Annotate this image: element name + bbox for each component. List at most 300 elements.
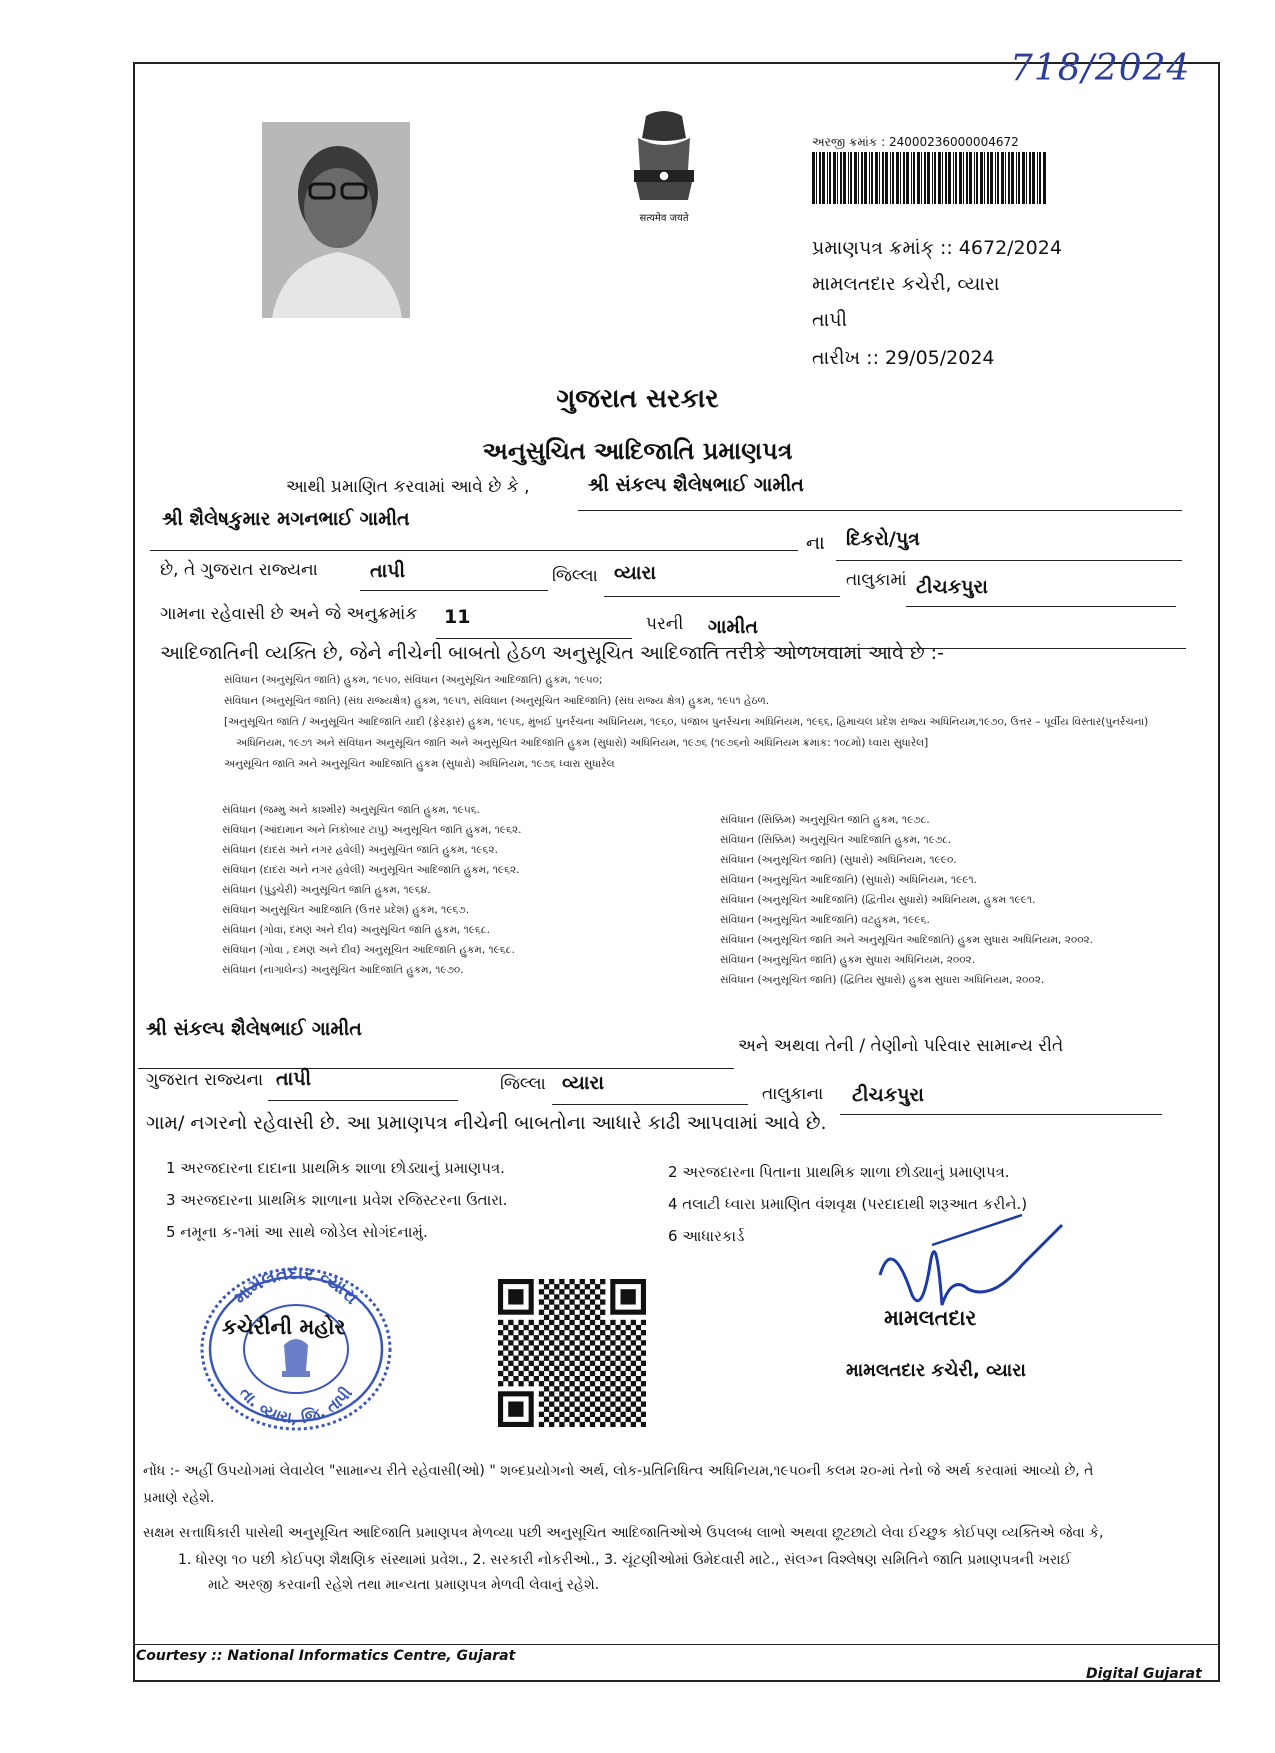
qr-module (559, 1412, 564, 1417)
qr-module (539, 1350, 544, 1355)
qr-module (508, 1381, 513, 1386)
qr-module (615, 1335, 620, 1340)
qr-module (575, 1407, 580, 1412)
barcode-bar (854, 152, 857, 204)
underline (138, 1068, 734, 1069)
second-village-value: ટીચકપુરા (852, 1084, 924, 1106)
qr-module (539, 1361, 544, 1366)
qr-module (564, 1366, 569, 1371)
father-name: શ્રી શૈલેષકુમાર મગનભાઈ ગામીત (162, 508, 410, 530)
barcode-bar (997, 152, 999, 204)
on-label: પરની (646, 614, 684, 634)
basis-text: ગામ/ નગરનો રહેવાસી છે. આ પ્રમાણપત્ર નીચેની બાબતોના આધારે કાઢી આપવામાં આવે છે. (146, 1112, 827, 1134)
relation: દિકરો/પુત્ર (846, 528, 920, 550)
second-taluka-value: વ્યારા (562, 1072, 604, 1094)
barcode-bar (843, 152, 846, 204)
qr-module (554, 1386, 559, 1391)
qr-module (605, 1335, 610, 1340)
declaration-text: આદિજાતિની વ્યક્તિ છે, જેને નીચેની બાબતો હેઠળ અનુસૂચિત આદિજાતિ તરીકે ઓળખવામાં આવે છે :- (160, 642, 944, 664)
barcode-bar (917, 152, 920, 204)
barcode-bar (840, 152, 842, 204)
document-item: 4 તલાટી ધ્વારા પ્રમાણિત વંશવૃક્ષ (પરદાદાથી શરૂઆત કરીને.) (668, 1195, 1028, 1213)
qr-finder (620, 1289, 635, 1304)
qr-module (620, 1391, 625, 1396)
qr-module (590, 1330, 595, 1335)
national-emblem (616, 108, 712, 226)
order-item: સંવિધાન (અનુસૂચિત જાતિ) (સુધારો) અધિનિયમ, ૧૯૯૦. (720, 854, 957, 866)
resident-label: ગામના રહેવાસી છે અને જે અનુક્રમાંક (160, 604, 418, 624)
qr-module (636, 1417, 641, 1422)
qr-module (600, 1371, 605, 1376)
order-item: સંવિધાન (અનુસૂચિત જાતિ) (દ્વિતિય સુધારો) હુકમ સુધારા અધિનિયમ, ૨૦૦૨. (720, 974, 1045, 986)
qr-module (600, 1422, 605, 1427)
qr-module (539, 1401, 544, 1406)
qr-finder (508, 1401, 523, 1416)
note-line: સક્ષમ સત્તાધિકારી પાસેથી અનુસૂચિત આદિજાતિ પ્રમાણપત્ર મેળવ્યા પછી અનુસૂચિત આદિજાતિઓએ ઉપલબ્ધ લાભો અથવા છૂટછાટો લેવા ઈચ્છુક કોઈપણ વ્યક્તિએ જેવા કે, (143, 1525, 1104, 1541)
qr-module (575, 1366, 580, 1371)
qr-module (549, 1381, 554, 1386)
order-item: સંવિધાન (ગોવા, દમણ અને દીવ) અનુસૂચિત જાતિ હુકમ, ૧૯૬૮. (222, 924, 490, 936)
qr-module (575, 1356, 580, 1361)
qr-module (641, 1381, 646, 1386)
qr-module (585, 1284, 590, 1289)
barcode-bar (953, 152, 954, 204)
applicant-name: શ્રી સંકલ્પ શૈલેષભાઈ ગામીત (588, 474, 804, 496)
qr-module (595, 1386, 600, 1391)
qr-module (518, 1330, 523, 1335)
qr-module (549, 1279, 554, 1284)
qr-module (636, 1325, 641, 1330)
issuing-district: તાપી (812, 309, 848, 331)
qr-module (610, 1330, 615, 1335)
qr-module (585, 1396, 590, 1401)
qr-module (544, 1315, 549, 1320)
qr-module (549, 1361, 554, 1366)
qr-module (539, 1422, 544, 1427)
qr-module (620, 1361, 625, 1366)
qr-module (636, 1345, 641, 1350)
qr-module (626, 1356, 631, 1361)
qr-module (569, 1391, 574, 1396)
qr-module (600, 1391, 605, 1396)
qr-module (605, 1356, 610, 1361)
qr-module (615, 1325, 620, 1330)
qr-module (524, 1376, 529, 1381)
qr-module (549, 1401, 554, 1406)
qr-module (559, 1401, 564, 1406)
qr-module (564, 1305, 569, 1310)
issue-date: તારીખ :: 29/05/2024 (812, 347, 995, 369)
qr-module (564, 1325, 569, 1330)
qr-module (575, 1294, 580, 1299)
qr-module (539, 1279, 544, 1284)
qr-module (636, 1407, 641, 1412)
qr-module (549, 1330, 554, 1335)
qr-module (631, 1340, 636, 1345)
barcode-bar (1039, 152, 1041, 204)
qr-module (554, 1305, 559, 1310)
qr-module (580, 1310, 585, 1315)
qr-module (631, 1401, 636, 1406)
qr-module (615, 1366, 620, 1371)
qr-module (518, 1381, 523, 1386)
barcode-bar (938, 152, 941, 204)
qr-module (641, 1391, 646, 1396)
barcode-bar (858, 152, 859, 204)
qr-module (564, 1407, 569, 1412)
qr-module (580, 1422, 585, 1427)
qr-module (539, 1412, 544, 1417)
barcode-bar (879, 152, 880, 204)
qr-module (544, 1407, 549, 1412)
qr-module (580, 1340, 585, 1345)
qr-module (544, 1356, 549, 1361)
qr-module (615, 1396, 620, 1401)
document-item: 6 આધારકાર્ડ (668, 1227, 745, 1245)
qr-module (544, 1417, 549, 1422)
signatory-title: મામલતદાર (884, 1306, 977, 1330)
qr-module (605, 1396, 610, 1401)
underline (836, 560, 1182, 561)
qr-module (610, 1412, 615, 1417)
qr-module (636, 1335, 641, 1340)
barcode-bar (875, 152, 878, 204)
qr-module (585, 1294, 590, 1299)
svg-text:મામલતદાર વ્યારા (230, 1263, 363, 1309)
barcode-bar (1016, 152, 1017, 204)
serial-number: 11 (444, 606, 471, 628)
qr-module (549, 1391, 554, 1396)
qr-module (508, 1320, 513, 1325)
qr-module (590, 1350, 595, 1355)
qr-module (564, 1294, 569, 1299)
qr-finder (508, 1289, 523, 1304)
barcode-bar (1037, 152, 1038, 204)
qr-module (575, 1284, 580, 1289)
law-line: [અનુસૂચિત જાતિ / અનુસૂચિત આદિજાતિ યાદી (ફેરફાર) હુકમ, ૧૯૫૬, મુંબઈ પુનર્રચના અધિનિયમ, ૧૯૬૦, પંજાબ પુનર્રચના અધિનિયમ, ૧૯૬૬, હિમાચલ પ્રદેશ રાજ્ય અધિનિયમ,૧૯૭૦, ઉત્તર – પૂર્વીય વિસ્તાર(પુનર્રચના) (224, 716, 1149, 728)
qr-module (508, 1350, 513, 1355)
underline (150, 550, 798, 551)
qr-module (554, 1356, 559, 1361)
application-number-value: 24000236000004672 (888, 135, 1019, 149)
law-line: અનુસૂચિત જાતિ અને અનુસૂચિત આદિજાતિ હુકમ (સુધારો) અધિનિયમ, ૧૯૭૬ ધ્વારા સુધારેલ (224, 758, 615, 770)
qr-module (554, 1417, 559, 1422)
qr-module (595, 1366, 600, 1371)
qr-module (503, 1366, 508, 1371)
note-line: નોંધ :- અહીં ઉપયોગમાં લેવાયેલ "સામાન્ય રીતે રહેવાસી(ઓ) " શબ્દપ્રયોગનો અર્થ, લોક-પ્રતિનિધિત્વ અધિનિયમ,૧૯૫૦ની કલમ ૨૦-માં તેનો જે અર્થ કરવામાં આવ્યો છે, તે (143, 1463, 1094, 1479)
barcode-bar (833, 152, 836, 204)
qr-module (595, 1325, 600, 1330)
barcode-bar (829, 152, 831, 204)
qr-module (600, 1350, 605, 1355)
qr-module (580, 1279, 585, 1284)
second-district-value: તાપી (276, 1068, 312, 1090)
qr-module (564, 1335, 569, 1340)
barcode-bar (963, 152, 964, 204)
qr-module (631, 1412, 636, 1417)
taluka-label: તાલુકામાં (846, 570, 907, 590)
barcode-bar (822, 152, 825, 204)
qr-module (580, 1381, 585, 1386)
qr-module (498, 1381, 503, 1386)
second-state-label: ગુજરાત રાજ્યના (146, 1070, 264, 1090)
qr-module (585, 1325, 590, 1330)
tribe-value: ગામીત (708, 616, 758, 638)
qr-module (615, 1417, 620, 1422)
qr-module (595, 1294, 600, 1299)
qr-module (626, 1386, 631, 1391)
courtesy-text: Courtesy :: National Informatics Centre, Gujarat (136, 1648, 516, 1664)
qr-module (569, 1289, 574, 1294)
qr-module (544, 1325, 549, 1330)
qr-module (503, 1325, 508, 1330)
district-label: જિલ્લા (552, 566, 598, 586)
qr-module (620, 1422, 625, 1427)
qr-module (590, 1412, 595, 1417)
document-item: 1 અરજદારના દાદાના પ્રાથમિક શાળા છોડ્યાનું પ્રમાણપત્ર. (166, 1159, 505, 1177)
qr-module (620, 1330, 625, 1335)
underline (552, 1104, 748, 1105)
barcode-bar (974, 152, 975, 204)
qr-module (539, 1330, 544, 1335)
qr-module (554, 1325, 559, 1330)
barcode-bar (921, 152, 922, 204)
qr-module (544, 1335, 549, 1340)
family-text: અને અથવા તેની / તેણીનો પરિવાર સામાન્ય રીતે (738, 1036, 1064, 1056)
qr-module (513, 1376, 518, 1381)
qr-module (590, 1340, 595, 1345)
barcode-bar (850, 152, 852, 204)
qr-module (626, 1325, 631, 1330)
qr-module (580, 1361, 585, 1366)
qr-module (610, 1371, 615, 1376)
qr-module (559, 1289, 564, 1294)
qr-module (575, 1345, 580, 1350)
qr-module (610, 1340, 615, 1345)
qr-module (534, 1376, 539, 1381)
qr-module (580, 1412, 585, 1417)
barcode-bar (948, 152, 951, 204)
barcode-bar (934, 152, 936, 204)
qr-module (513, 1366, 518, 1371)
qr-module (518, 1350, 523, 1355)
qr-module (503, 1376, 508, 1381)
order-item: સંવિધાન (અનુસૂચિત આદિજાતિ) (સુધારો) અધિનિયમ, ૧૯૯૧. (720, 874, 978, 886)
barcode-bar (882, 152, 884, 204)
second-applicant-name: શ્રી સંકલ્પ શૈલેષભાઈ ગામીત (146, 1018, 362, 1040)
qr-module (610, 1401, 615, 1406)
qr-module (615, 1345, 620, 1350)
qr-module (600, 1401, 605, 1406)
barcode-bar (984, 152, 985, 204)
qr-module (549, 1299, 554, 1304)
qr-module (503, 1345, 508, 1350)
qr-module (590, 1320, 595, 1325)
qr-module (600, 1279, 605, 1284)
qr-module (610, 1361, 615, 1366)
qr-module (626, 1396, 631, 1401)
qr-module (626, 1335, 631, 1340)
qr-module (564, 1396, 569, 1401)
order-item: સંવિધાન (સિક્કિમ) અનુસૂચિત જાતિ હુકમ, ૧૯૭૮. (720, 814, 930, 826)
seal-ring-bottom: તા. વ્યારા, જિ. તાપી (236, 1383, 356, 1428)
qr-module (641, 1422, 646, 1427)
application-number-label: અરજી ક્રમાંક : (812, 135, 886, 149)
qr-module (585, 1335, 590, 1340)
qr-module (595, 1284, 600, 1289)
qr-module (529, 1340, 534, 1345)
qr-module (595, 1376, 600, 1381)
qr-module (529, 1371, 534, 1376)
qr-module (529, 1320, 534, 1325)
order-item: સંવિધાન અનુસૂચિત આદિજાતિ (ઉત્તર પ્રદેશ) હુકમ, ૧૯૬૭. (222, 904, 470, 916)
orders-right-column (720, 810, 1093, 990)
qr-module (544, 1284, 549, 1289)
qr-module (518, 1371, 523, 1376)
footer-brand: Digital Gujarat (1086, 1666, 1202, 1682)
qr-module (575, 1325, 580, 1330)
seal-overlay-text: કચેરીની મહોર (222, 1315, 346, 1339)
qr-module (498, 1371, 503, 1376)
barcode-bar (1011, 152, 1014, 204)
qr-module (641, 1330, 646, 1335)
barcode-bar (1008, 152, 1010, 204)
qr-code (498, 1279, 646, 1427)
qr-module (595, 1305, 600, 1310)
note-line: પ્રમાણે રહેશે. (143, 1490, 215, 1506)
qr-module (605, 1386, 610, 1391)
qr-module (641, 1412, 646, 1417)
qr-module (620, 1350, 625, 1355)
signatory-office: મામલતદાર કચેરી, વ્યારા (846, 1360, 1026, 1381)
qr-module (600, 1310, 605, 1315)
qr-module (626, 1345, 631, 1350)
barcode-bar (959, 152, 962, 204)
emblem-motto: सत्यमेव जयते (639, 213, 689, 224)
underline (436, 638, 632, 639)
qr-module (498, 1361, 503, 1366)
qr-module (641, 1361, 646, 1366)
barcode-bar (945, 152, 947, 204)
qr-module (513, 1356, 518, 1361)
qr-module (636, 1366, 641, 1371)
barcode-bar (892, 152, 894, 204)
second-taluka-label: તાલુકાના (762, 1084, 824, 1104)
qr-module (641, 1371, 646, 1376)
second-district-label: જિલ્લા (500, 1074, 546, 1094)
barcode-bar (942, 152, 943, 204)
qr-module (600, 1299, 605, 1304)
barcode-bar (903, 152, 905, 204)
qr-module (549, 1320, 554, 1325)
qr-module (549, 1310, 554, 1315)
qr-module (580, 1330, 585, 1335)
qr-module (641, 1340, 646, 1345)
note-line: માટે અરજી કરવાની રહેશે તથા માન્યતા પ્રમાણપત્ર મેળવી લેવાનું રહેશે. (208, 1577, 600, 1593)
qr-module (559, 1299, 564, 1304)
qr-module (544, 1345, 549, 1350)
qr-module (569, 1320, 574, 1325)
barcode-bar (812, 152, 815, 204)
qr-module (605, 1376, 610, 1381)
qr-module (569, 1279, 574, 1284)
handwritten-number: 718/2024 (1010, 48, 1191, 89)
of-label: ના (806, 532, 825, 554)
qr-module (575, 1315, 580, 1320)
qr-module (524, 1325, 529, 1330)
qr-module (605, 1366, 610, 1371)
qr-module (569, 1340, 574, 1345)
qr-module (559, 1279, 564, 1284)
order-item: સંવિધાન (દાદરા અને નગર હવેલી) અનુસૂચિત જાતિ હુકમ, ૧૯૬૨. (222, 844, 498, 856)
qr-module (534, 1325, 539, 1330)
qr-module (534, 1356, 539, 1361)
barcode-bar (861, 152, 863, 204)
note-line: 1. ધોરણ ૧૦ પછી કોઈપણ શૈક્ષણિક સંસ્થામાં પ્રવેશ., 2. સરકારી નોકરીઓ., 3. ચૂંટણીઓમાં ઉમેદવારી માટે., સંલગ્ન વિશ્લેષણ સમિતિને જાતિ પ્રમાણપત્રની ખરાઈ (178, 1552, 1072, 1568)
qr-module (539, 1371, 544, 1376)
order-item: સંવિધાન (અનુસૂચિત જાતિ અને અનુસૂચિત આદિજાતિ) હુકમ સુધારા અધિનિયમ, ૨૦૦૨. (720, 934, 1094, 946)
order-item: સંવિધાન (નાગાલેન્ડ) અનુસૂચિત આદિજાતિ હુકમ, ૧૯૭૦. (222, 964, 464, 976)
documents-left (166, 1152, 507, 1248)
qr-module (620, 1412, 625, 1417)
qr-module (554, 1294, 559, 1299)
qr-module (513, 1325, 518, 1330)
qr-module (569, 1310, 574, 1315)
underline (840, 1114, 1162, 1115)
qr-module (631, 1330, 636, 1335)
qr-module (575, 1335, 580, 1340)
qr-module (559, 1320, 564, 1325)
qr-module (615, 1356, 620, 1361)
barcode-bar (871, 152, 873, 204)
qr-module (539, 1340, 544, 1345)
barcode-bar (976, 152, 978, 204)
qr-module (590, 1279, 595, 1284)
qr-module (544, 1386, 549, 1391)
qr-module (641, 1320, 646, 1325)
qr-module (559, 1310, 564, 1315)
qr-module (595, 1356, 600, 1361)
qr-module (580, 1391, 585, 1396)
qr-module (539, 1310, 544, 1315)
barcode (812, 152, 1048, 204)
qr-module (585, 1417, 590, 1422)
qr-module (620, 1371, 625, 1376)
barcode-bar (869, 152, 870, 204)
qr-module (595, 1407, 600, 1412)
qr-module (626, 1366, 631, 1371)
qr-module (564, 1417, 569, 1422)
barcode-bar (955, 152, 957, 204)
barcode-bar (1022, 152, 1025, 204)
qr-module (569, 1401, 574, 1406)
qr-module (539, 1299, 544, 1304)
qr-module (564, 1386, 569, 1391)
qr-module (610, 1422, 615, 1427)
law-line: સંવિધાન (અનુસૂચિત જાતિ) (સંઘ રાજ્યક્ષેત્ર) હુકમ, ૧૯૫૧, સંવિધાન (અનુસૂચિત આદિજાતિ) (સંઘ રાજ્ય ક્ષેત્ર) હુકમ, ૧૯૫૧ હેઠળ. (224, 695, 770, 707)
qr-module (600, 1340, 605, 1345)
underline (268, 1100, 458, 1101)
qr-module (600, 1289, 605, 1294)
qr-module (631, 1350, 636, 1355)
barcode-bar (896, 152, 899, 204)
qr-module (585, 1305, 590, 1310)
qr-module (615, 1376, 620, 1381)
qr-module (524, 1335, 529, 1340)
qr-module (610, 1350, 615, 1355)
qr-module (600, 1320, 605, 1325)
taluka-value: વ્યારા (614, 562, 656, 584)
